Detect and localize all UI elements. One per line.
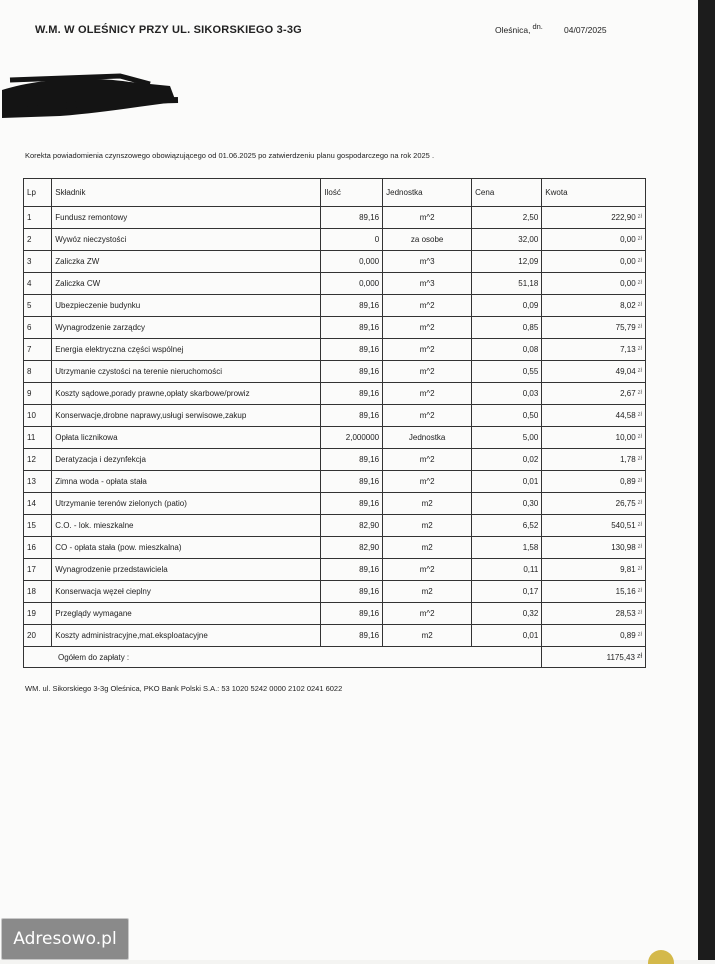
cell-unit: m^3 [383, 251, 472, 273]
cell-name: Energia elektryczna części wspólnej [52, 339, 321, 361]
watermark-logo: Adresowo.pl [1, 918, 129, 960]
cell-name: Utrzymanie czystości na terenie nieruchomości [52, 361, 321, 383]
currency-mark: zł [637, 412, 642, 418]
cell-name: Koszty sądowe,porady prawne,opłaty skarbowe/prowiz [52, 383, 321, 405]
cell-name: CO - opłata stała (pow. mieszkalna) [52, 537, 321, 559]
cell-lp: 9 [24, 383, 52, 405]
cell-name: Przeglądy wymagane [52, 603, 321, 625]
cell-qty: 0,000 [321, 273, 383, 295]
amount-value: 15,16 [615, 587, 636, 596]
cell-qty: 89,16 [321, 625, 383, 647]
cell-name: Opłata licznikowa [52, 427, 321, 449]
cell-amount [542, 625, 646, 647]
table-row [24, 295, 646, 317]
cell-name: Ubezpieczenie budynku [52, 295, 321, 317]
cell-name: Deratyzacja i dezynfekcja [52, 449, 321, 471]
currency-mark: zł [637, 346, 642, 352]
table-row [24, 471, 646, 493]
amount-value: 10,00 [615, 433, 636, 442]
currency-mark: zł [637, 522, 642, 528]
cell-price: 0,08 [472, 339, 542, 361]
amount-value: 8,02 [620, 301, 636, 310]
table-row [24, 361, 646, 383]
header-price: Cena [472, 179, 542, 207]
scan-edge [698, 0, 715, 960]
cell-name: Zimna woda - opłata stała [52, 471, 321, 493]
total-value-cell [542, 647, 646, 668]
cell-qty: 89,16 [321, 295, 383, 317]
table-header-row [24, 179, 646, 207]
cell-lp: 11 [24, 427, 52, 449]
cell-amount [542, 317, 646, 339]
total-label: Ogółem do zapłaty : [24, 647, 542, 668]
cell-lp: 7 [24, 339, 52, 361]
cell-unit: Jednostka [383, 427, 472, 449]
cell-unit: m2 [383, 537, 472, 559]
place-name: Oleśnica, [495, 25, 531, 35]
cell-qty: 82,90 [321, 515, 383, 537]
cell-lp: 14 [24, 493, 52, 515]
cell-qty: 89,16 [321, 449, 383, 471]
table-row [24, 515, 646, 537]
table-row [24, 581, 646, 603]
table-row [24, 229, 646, 251]
total-value: 1175,43 [606, 652, 635, 662]
cell-name: Zaliczka ZW [52, 251, 321, 273]
amount-value: 222,90 [611, 213, 636, 222]
amount-value: 540,51 [611, 521, 636, 530]
amount-value: 9,81 [620, 565, 636, 574]
cell-amount [542, 515, 646, 537]
currency-mark: zł [637, 368, 642, 374]
table-row [24, 207, 646, 229]
cell-amount [542, 295, 646, 317]
table-row [24, 493, 646, 515]
cell-lp: 8 [24, 361, 52, 383]
cell-price: 0,32 [472, 603, 542, 625]
cell-price: 5,00 [472, 427, 542, 449]
cell-name: Konserwacje,drobne naprawy,usługi serwisowe,zakup [52, 405, 321, 427]
table-row [24, 383, 646, 405]
cell-qty: 82,90 [321, 537, 383, 559]
currency-mark: zł [637, 324, 642, 330]
charges-table [23, 178, 646, 668]
cell-price: 6,52 [472, 515, 542, 537]
cell-unit: m^2 [383, 339, 472, 361]
currency-mark: zł [637, 258, 642, 264]
cell-qty: 89,16 [321, 361, 383, 383]
cell-unit: za osobe [383, 229, 472, 251]
table-row [24, 603, 646, 625]
cell-amount [542, 229, 646, 251]
cell-unit: m2 [383, 493, 472, 515]
currency-mark: zł [637, 588, 642, 594]
cell-lp: 17 [24, 559, 52, 581]
cell-unit: m^2 [383, 603, 472, 625]
currency-mark: zł [637, 236, 642, 242]
currency-mark: zł [637, 302, 642, 308]
table-row [24, 405, 646, 427]
cell-price: 12,09 [472, 251, 542, 273]
document-title: W.M. W OLEŚNICY PRZY UL. SIKORSKIEGO 3-3G [35, 24, 302, 36]
cell-unit: m^3 [383, 273, 472, 295]
redaction-scribble [0, 72, 180, 120]
table-row [24, 559, 646, 581]
cell-lp: 16 [24, 537, 52, 559]
cell-qty: 89,16 [321, 339, 383, 361]
total-row [24, 647, 646, 668]
cell-amount [542, 493, 646, 515]
place-label [495, 22, 543, 35]
cell-price: 0,55 [472, 361, 542, 383]
cell-lp: 2 [24, 229, 52, 251]
cell-price: 0,03 [472, 383, 542, 405]
amount-value: 1,78 [620, 455, 636, 464]
cell-price: 0,30 [472, 493, 542, 515]
cell-name: Fundusz remontowy [52, 207, 321, 229]
cell-unit: m^2 [383, 449, 472, 471]
amount-value: 0,89 [620, 477, 636, 486]
header-lp: Lp [24, 179, 52, 207]
table-row [24, 339, 646, 361]
bank-account-line: WM. ul. Sikorskiego 3-3g Oleśnica, PKO Bank Polski S.A.: 53 1020 5242 0000 2102 0241 6022 [25, 684, 343, 693]
amount-value: 26,75 [615, 499, 636, 508]
table-row [24, 625, 646, 647]
cell-price: 0,85 [472, 317, 542, 339]
amount-value: 0,00 [620, 257, 636, 266]
cell-price: 0,01 [472, 625, 542, 647]
amount-value: 7,13 [620, 345, 636, 354]
cell-name: C.O. - lok. mieszkalne [52, 515, 321, 537]
table-row [24, 537, 646, 559]
cell-amount [542, 581, 646, 603]
currency-mark: zł [637, 478, 642, 484]
cell-price: 0,50 [472, 405, 542, 427]
cell-amount [542, 427, 646, 449]
currency-mark: zł [637, 632, 642, 638]
cell-amount [542, 251, 646, 273]
cell-name: Koszty administracyjne,mat.eksploatacyjne [52, 625, 321, 647]
table-row [24, 317, 646, 339]
cell-price: 0,01 [472, 471, 542, 493]
currency-mark: zł [637, 456, 642, 462]
cell-lp: 6 [24, 317, 52, 339]
currency-mark: zł [637, 500, 642, 506]
document-date: 04/07/2025 [564, 25, 607, 35]
cell-amount [542, 361, 646, 383]
cell-amount [542, 471, 646, 493]
cell-qty: 89,16 [321, 317, 383, 339]
cell-price: 0,02 [472, 449, 542, 471]
total-currency: zł [636, 652, 642, 660]
amount-value: 44,58 [615, 411, 636, 420]
cell-qty: 0 [321, 229, 383, 251]
cell-lp: 3 [24, 251, 52, 273]
intro-text: Korekta powiadomienia czynszowego obowiązującego od 01.06.2025 po zatwierdzeniu planu gospodarczego na rok 2025 . [25, 151, 435, 160]
cell-name: Wywóz nieczystości [52, 229, 321, 251]
amount-value: 2,67 [620, 389, 636, 398]
cell-unit: m^2 [383, 295, 472, 317]
cell-unit: m^2 [383, 317, 472, 339]
cell-qty: 89,16 [321, 207, 383, 229]
cell-qty: 89,16 [321, 581, 383, 603]
amount-value: 0,89 [620, 631, 636, 640]
cell-lp: 20 [24, 625, 52, 647]
cell-amount [542, 537, 646, 559]
cell-lp: 18 [24, 581, 52, 603]
cell-price: 32,00 [472, 229, 542, 251]
cell-unit: m^2 [383, 559, 472, 581]
table-row [24, 427, 646, 449]
cell-amount [542, 559, 646, 581]
cell-amount [542, 383, 646, 405]
cell-price: 2,50 [472, 207, 542, 229]
cell-unit: m^2 [383, 471, 472, 493]
header-unit: Jednostka [383, 179, 472, 207]
amount-value: 28,53 [615, 609, 636, 618]
table-body [24, 207, 646, 647]
cell-price: 0,09 [472, 295, 542, 317]
cell-amount [542, 405, 646, 427]
cell-amount [542, 603, 646, 625]
cell-lp: 15 [24, 515, 52, 537]
cell-name: Wynagrodzenie zarządcy [52, 317, 321, 339]
cell-name: Konserwacja węzeł cieplny [52, 581, 321, 603]
cell-lp: 10 [24, 405, 52, 427]
dn-label: dn. [532, 22, 543, 31]
cell-name: Wynagrodzenie przedstawiciela [52, 559, 321, 581]
header-qty: Ilość [321, 179, 383, 207]
cell-lp: 1 [24, 207, 52, 229]
currency-mark: zł [637, 566, 642, 572]
header-name: Składnik [52, 179, 321, 207]
cell-price: 0,11 [472, 559, 542, 581]
table-row [24, 273, 646, 295]
cell-lp: 19 [24, 603, 52, 625]
cell-name: Utrzymanie terenów zielonych (patio) [52, 493, 321, 515]
cell-qty: 89,16 [321, 471, 383, 493]
amount-value: 0,00 [620, 279, 636, 288]
cell-qty: 89,16 [321, 493, 383, 515]
cell-name: Zaliczka CW [52, 273, 321, 295]
cell-qty: 89,16 [321, 603, 383, 625]
cell-lp: 13 [24, 471, 52, 493]
cell-amount [542, 207, 646, 229]
currency-mark: zł [637, 434, 642, 440]
cell-price: 0,17 [472, 581, 542, 603]
table-row [24, 251, 646, 273]
cell-amount [542, 449, 646, 471]
cell-unit: m^2 [383, 405, 472, 427]
cell-amount [542, 339, 646, 361]
amount-value: 75,79 [615, 323, 636, 332]
currency-mark: zł [637, 390, 642, 396]
currency-mark: zł [637, 214, 642, 220]
currency-mark: zł [637, 610, 642, 616]
cell-lp: 12 [24, 449, 52, 471]
table-row [24, 449, 646, 471]
cell-unit: m2 [383, 581, 472, 603]
amount-value: 49,04 [615, 367, 636, 376]
cell-unit: m^2 [383, 383, 472, 405]
cell-qty: 89,16 [321, 383, 383, 405]
cell-price: 1,58 [472, 537, 542, 559]
cell-qty: 2,000000 [321, 427, 383, 449]
cell-qty: 0,000 [321, 251, 383, 273]
cell-price: 51,18 [472, 273, 542, 295]
cell-qty: 89,16 [321, 559, 383, 581]
cell-unit: m^2 [383, 207, 472, 229]
cell-unit: m2 [383, 515, 472, 537]
header-amount: Kwota [542, 179, 646, 207]
cell-unit: m^2 [383, 361, 472, 383]
cell-lp: 5 [24, 295, 52, 317]
cell-qty: 89,16 [321, 405, 383, 427]
amount-value: 130,98 [611, 543, 636, 552]
currency-mark: zł [637, 280, 642, 286]
cell-lp: 4 [24, 273, 52, 295]
cell-unit: m2 [383, 625, 472, 647]
amount-value: 0,00 [620, 235, 636, 244]
cell-amount [542, 273, 646, 295]
currency-mark: zł [637, 544, 642, 550]
